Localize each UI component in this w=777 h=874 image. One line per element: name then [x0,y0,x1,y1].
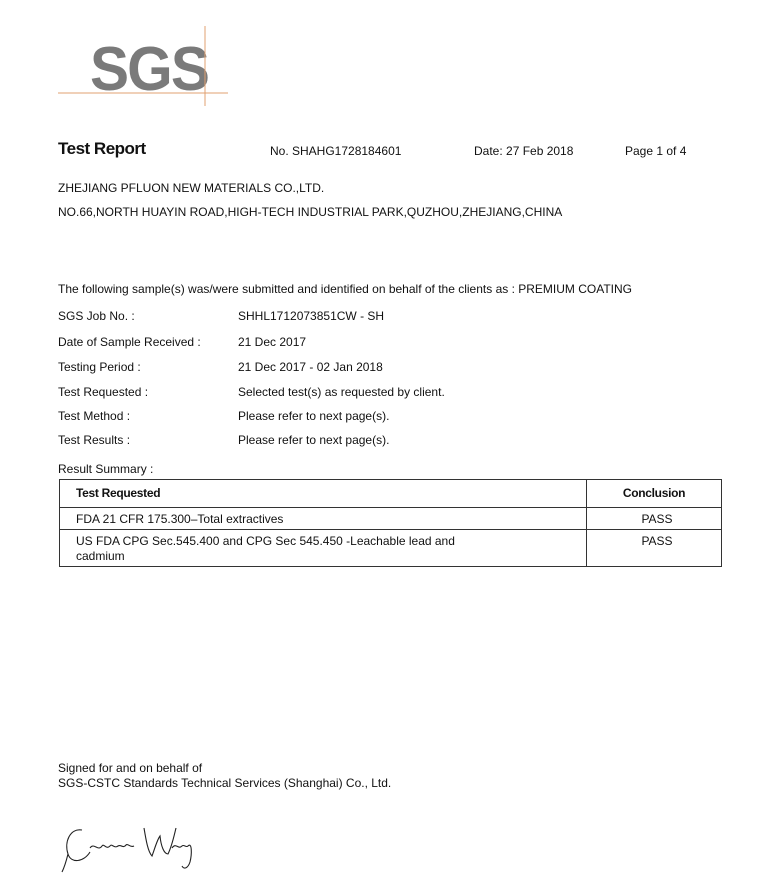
test-method-label: Test Method : [58,409,131,423]
testing-period-value: 21 Dec 2017 - 02 Jan 2018 [238,360,383,374]
column-header-test: Test Requested [60,480,587,508]
report-date: Date: 27 Feb 2018 [474,144,574,158]
table-header-row [60,480,722,508]
svg-text:SGS: SGS [90,35,208,104]
conclusion-cell: PASS [587,508,722,530]
table-row [60,508,722,530]
result-summary-table [59,479,722,567]
column-header-conclusion: Conclusion [587,480,722,508]
client-address: NO.66,NORTH HUAYIN ROAD,HIGH-TECH INDUSTRIAL PARK,QUZHOU,ZHEJIANG,CHINA [58,205,563,219]
test-method-value: Please refer to next page(s). [238,409,390,423]
table-row [60,530,722,567]
sample-received-label: Date of Sample Received : [58,335,201,349]
page-indicator: Page 1 of 4 [625,144,687,158]
sgs-logo [58,26,233,108]
test-results-label: Test Results : [58,433,131,447]
report-title: Test Report [58,139,146,158]
sample-intro: The following sample(s) was/were submitted and identified on behalf of the clients as : PREMIUM COATING [58,282,633,296]
testing-period-label: Testing Period : [58,360,141,374]
result-summary-label: Result Summary : [58,462,154,476]
conclusion-cell: PASS [587,530,722,567]
sample-received-value: 21 Dec 2017 [238,335,307,349]
test-requested-label: Test Requested : [58,385,149,399]
test-cell: US FDA CPG Sec.545.400 and CPG Sec 545.450 -Leachable lead and cadmium [60,530,587,567]
client-name: ZHEJIANG PFLUON NEW MATERIALS CO.,LTD. [58,181,325,195]
job-no-label: SGS Job No. : [58,309,135,323]
test-requested-value: Selected test(s) as requested by client. [238,385,445,399]
report-number: No. SHAHG1728184601 [270,144,402,158]
signoff-line-1: Signed for and on behalf of [58,761,203,775]
job-no-value: SHHL1712073851CW - SH [238,309,385,323]
signoff-line-2: SGS-CSTC Standards Technical Services (Shanghai) Co., Ltd. [58,776,392,790]
test-results-value: Please refer to next page(s). [238,433,390,447]
test-cell: FDA 21 CFR 175.300–Total extractives [60,508,587,530]
handwritten-signature [60,818,210,874]
